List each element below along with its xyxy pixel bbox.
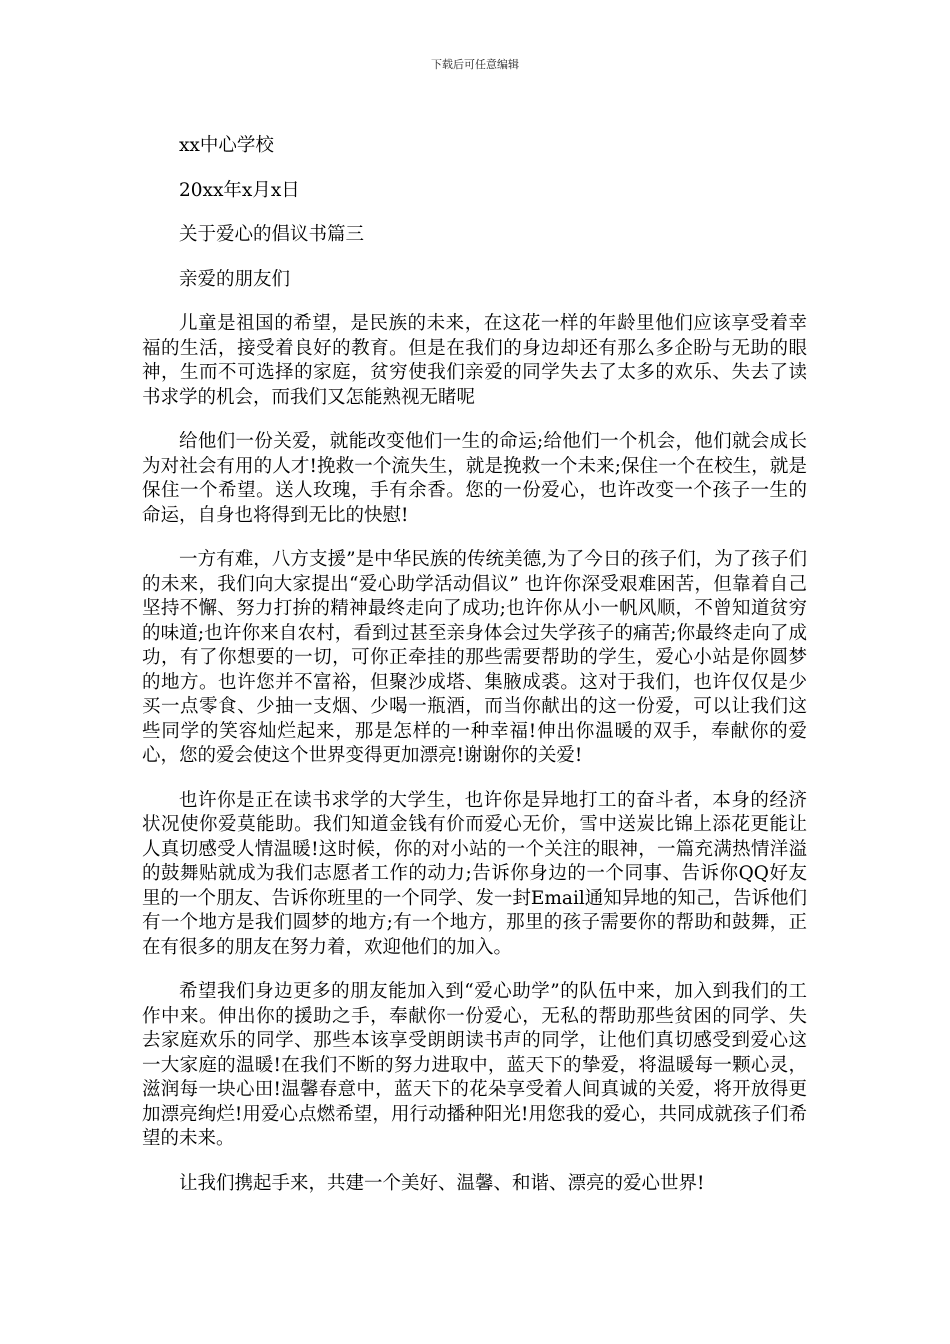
school-name: xx中心学校 (179, 135, 274, 156)
document-title: 关于爱心的倡议书篇三 (179, 224, 365, 245)
paragraph-3: 一方有难，八方支援”是中华民族的传统美德,为了今日的孩子们，为了孩子们的未来，我们向大家提出“爱心助学活动倡议” 也许你深受艰难困苦，但靠着自己坚持不懈、努力打拚的精神最终走向了成功;也许你从小一帆风顺，不曾知道贫穷的味道;也许你来自农村，看到过甚至亲身体会过失学孩子的痛苦;你最终走向了成功，有了你想要的一切，可你正牵挂的那些需要帮助的学生，爱心小站是你圆梦的地方。也许您并不富裕，但聚沙成塔、集腋成裘。这对于我们，也许仅仅是少买一点零食、少抽一支烟、少喝一瓶酒，而当你献出的这一份爱，可以让我们这些同学的笑容灿烂起来，那是怎样的一种幸福!伸出你温暖的双手，奉献你的爱心，您的爱会使这个世界变得更加漂亮!谢谢你的关爱! (142, 549, 807, 766)
paragraph-1: 儿童是祖国的希望，是民族的未来，在这花一样的年龄里他们应该享受着幸福的生活，接受着良好的教育。但是在我们的身边却还有那么多企盼与无助的眼神，生而不可选择的家庭，贫穷使我们亲爱的同学失去了太多的欢乐、失去了读书求学的机会，而我们又怎能熟视无睹呢 (142, 313, 807, 408)
paragraph-2: 给他们一份关爱，就能改变他们一生的命运;给他们一个机会，他们就会成长为对社会有用的人才!挽救一个流失生，就是挽救一个未来;保住一个在校生，就是保住一个希望。送人玫瑰，手有余香。您的一份爱心，也许改变一个孩子一生的命运，自身也将得到无比的快慰! (142, 431, 807, 526)
paragraph-4: 也许你是正在读书求学的大学生，也许你是异地打工的奋斗者，本身的经济状况使你爱莫能助。我们知道金钱有价而爱心无价，雪中送炭比锦上添花更能让人真切感受人情温暖!这时候，你的对小站的一个关注的眼神，一篇充满热情洋溢的鼓舞贴就成为我们志愿者工作的动力;告诉你身边的一个同事、告诉你QQ好友里的一个朋友、告诉你班里的一个同学、发一封Email通知异地的知己，告诉他们有一个地方是我们圆梦的地方;有一个地方，那里的孩子需要你的帮助和鼓舞，正在有很多的朋友在努力着，欢迎他们的加入。 (142, 789, 808, 958)
document-body (142, 134, 807, 1216)
header-note: 下载后可任意编辑 (431, 58, 519, 71)
salutation: 亲爱的朋友们 (179, 268, 291, 290)
paragraph-5: 希望我们身边更多的朋友能加入到“爱心助学”的队伍中来，加入到我们的工作中来。伸出你的援助之手，奉献你一份爱心，无私的帮助那些贫困的同学、失去家庭欢乐的同学、那些本该享受朗朗读书声的同学，让他们真切感受到爱心这一大家庭的温暖!在我们不断的努力进取中，蓝天下的挚爱，将温暖每一颗心灵，滋润每一块心田!温馨春意中，蓝天下的花朵享受着人间真诚的关爱，将开放得更加漂亮绚烂!用爱心点燃希望，用行动播种阳光!用您我的爱心，共同成就孩子们希望的未来。 (142, 981, 807, 1149)
paragraph-6: 让我们携起手来，共建一个美好、温馨、和谐、漂亮的爱心世界! (179, 1172, 705, 1194)
document-date: 20xx年x月x日 (179, 179, 300, 201)
